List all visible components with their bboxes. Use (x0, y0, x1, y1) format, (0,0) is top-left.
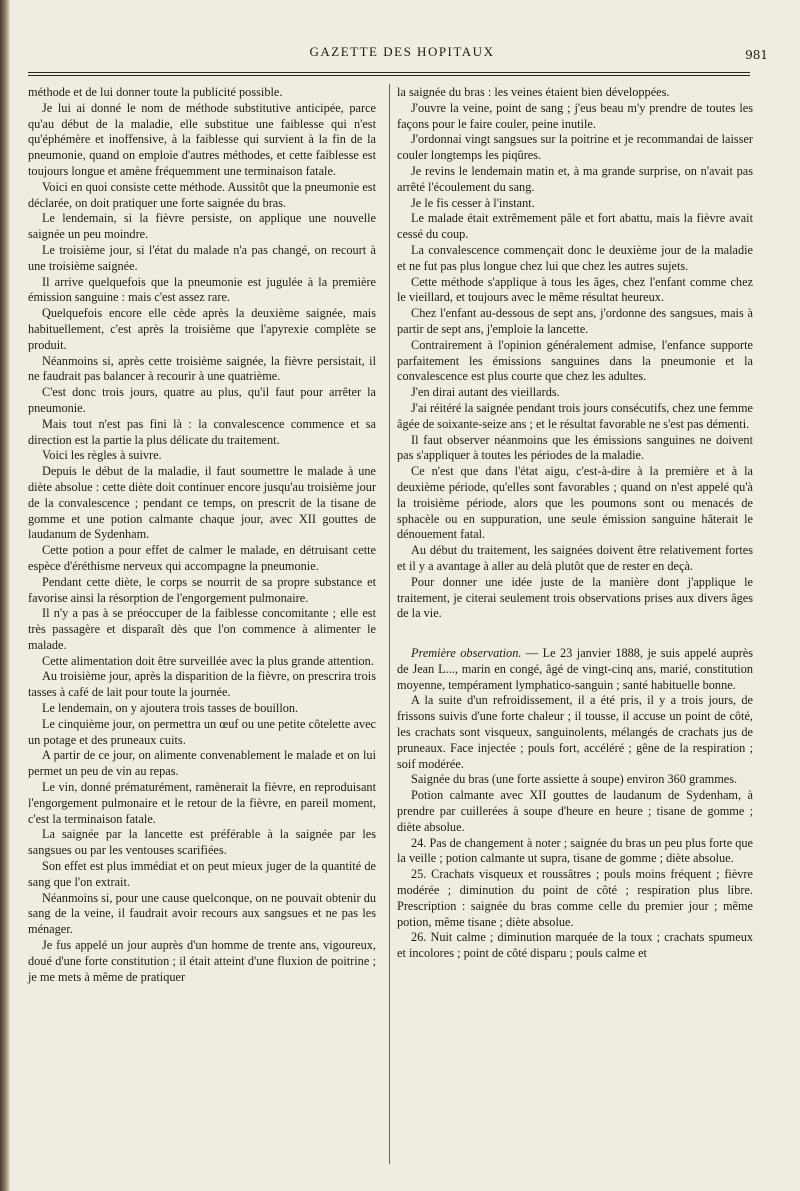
paragraph: Je revins le lendemain matin et, à ma grande surprise, on n'avait pas arrêté l'écoulement du sang. (397, 163, 753, 194)
observation-heading: Première observation. (411, 646, 522, 661)
paragraph: Cette alimentation doit être surveillée avec la plus grande attention. (42, 653, 374, 668)
paragraph: Le cinquième jour, on permettra un œuf ou une petite côtelette avec un potage et des pruneaux cuits. (28, 716, 376, 747)
paragraph: J'ai réitéré la saignée pendant trois jours consécutifs, chez une femme âgée de soixante-seize ans ; et le résultat favorable ne s'est pas démenti. (397, 400, 753, 431)
paragraph: C'est donc trois jours, quatre au plus, qu'il faut pour arrêter la pneumonie. (28, 385, 376, 415)
column-divider (389, 84, 390, 1164)
paragraph: Il faut observer néanmoins que les émissions sanguines ne doivent pas s'appliquer à toutes les périodes de la maladie. (397, 432, 753, 463)
paragraph: Pendant cette diète, le corps se nourrit de sa propre substance et favorise ainsi la résorption de l'engorgement pulmonaire. (28, 574, 376, 605)
paragraph: 26. Nuit calme ; diminution marquée de la toux ; crachats spumeux et incolores ; point de côté disparu ; pouls calme et (397, 930, 753, 961)
paragraph: Néanmoins si, après cette troisième saignée, la fièvre persistait, il ne faudrait pas balancer à recourir à une quatrième. (28, 353, 376, 384)
paragraph: Voici les règles à suivre. (42, 448, 162, 463)
paragraph: Au troisième jour, après la disparition de la fièvre, on prescrira trois tasses à café de lait pour toute la journée. (28, 669, 376, 700)
header-rule (28, 72, 750, 73)
paragraph: Il n'y a pas à se préoccuper de la faiblesse concomitante ; elle est très passagère et disparaît dès que l'on commence à alimenter le malade. (28, 606, 376, 652)
paragraph: Le lendemain, on y ajoutera trois tasses de bouillon. (42, 701, 299, 716)
running-title: GAZETTE DES HOPITAUX (309, 44, 495, 59)
paragraph: Quelquefois encore elle cède après la deuxième saignée, mais habituellement, c'est après la troisième que l'apyrexie complète se produit. (28, 306, 376, 352)
paragraph: Cette potion a pour effet de calmer le malade, en détruisant cette espèce d'éréthisme nerveux qui accompagne la pneumonie. (28, 543, 376, 573)
right-column (397, 85, 753, 962)
paragraph: Ce n'est que dans l'état aigu, c'est-à-dire à la première et à la deuxième période, qu'elles sont favorables ; quand on n'est appelé qu'à la troisième période, alors que les poumons sont ou menacés de sphacèle ou en suppuration, une seule émission sanguine hâterait le dénouement fatal. (397, 464, 753, 542)
paragraph: la saignée du bras : les veines étaient bien développées. (397, 85, 670, 99)
paragraph: La convalescence commençait donc le deuxième jour de la maladie et ne fut pas plus longue chez lui que chez les autres sujets. (397, 242, 753, 273)
page-header (28, 44, 776, 66)
header-rule-double (28, 75, 750, 76)
paragraph: J'ordonnai vingt sangsues sur la poitrine et je recommandai de laisser couler longtemps les piqûres. (397, 132, 753, 163)
paragraph: Le lendemain, si la fièvre persiste, on applique une nouvelle saignée un peu moindre. (28, 211, 376, 242)
paragraph: Le vin, donné prématurément, ramènerait la fièvre, en reproduisant l'engorgement pulmonaire et le retour de la fièvre, en pareil moment, c'est la terminaison fatale. (28, 780, 376, 826)
paragraph: Mais tout n'est pas fini là : la convalescence commence et sa direction est la partie la plus délicate du traitement. (28, 416, 376, 447)
paragraph: Saignée du bras (une forte assiette à soupe) environ 360 grammes. (411, 772, 738, 787)
paragraph: Néanmoins si, pour une cause quelconque, on ne pouvait obtenir du sang de la veine, il faudrait avoir recours aux sangsues et ne pas les ménager. (28, 890, 376, 937)
paragraph: méthode et de lui donner toute la publicité possible. (28, 85, 283, 99)
paragraph: 25. Crachats visqueux et roussâtres ; pouls moins fréquent ; fièvre modérée ; diminution du point de côté ; respiration plus libre. Prescription : saignée du bras comme celle du premier jour ; même potion, même tisane ; diète absolue. (397, 867, 753, 929)
paragraph: Chez l'enfant au-dessous de sept ans, j'ordonne des sangsues, mais à partir de sept ans, j'emploie la lancette. (397, 306, 753, 336)
paragraph: Il arrive quelquefois que la pneumonie est jugulée à la première émission sanguine : mais c'est assez rare. (28, 274, 376, 305)
paragraph: J'ouvre la veine, point de sang ; j'eus beau m'y prendre de toutes les façons pour le faire couler, peine inutile. (397, 100, 753, 131)
paragraph: Je lui ai donné le nom de méthode substitutive anticipée, parce qu'au début de la maladie, elle substitue une faiblesse qui n'est qu'éphémère et inoffensive, à la faiblesse qui survient à la fin de la pneumonie, quand on emploie d'autres méthodes, et cette faiblesse est toujours longue et amène fréquemment une terminaison fatale. (28, 100, 376, 178)
page-number: 981 (745, 48, 768, 62)
paragraph: Voici en quoi consiste cette méthode. Aussitôt que la pneumonie est déclarée, on doit pratiquer une forte saignée du bras. (28, 179, 376, 210)
paragraph: Le malade était extrêmement pâle et fort abattu, mais la fièvre avait cessé du coup. (397, 211, 753, 242)
paragraph: Depuis le début de la maladie, il faut soumettre le malade à une diète absolue : cette diète doit continuer encore jusqu'au troisième jour de la convalescence ; pendant ce temps, on prescrit de la tisane de gomme et une potion calmante chaque jour, avec XII gouttes de laudanum de Sydenham. (28, 464, 376, 542)
paragraph: Je le fis cesser à l'instant. (411, 195, 535, 210)
observation-text: — Le 23 janvier 1888, je suis appelé auprès de Jean L..., marin en congé, âgé de vingt-cinq ans, marié, constitution moyenne, tempérament lymphatico-sanguin ; santé habituelle bonne. (397, 646, 753, 692)
paragraph: A la suite d'un refroidissement, il a été pris, il y a trois jours, de frissons suivis d'une forte chaleur ; il tousse, il accuse un point de côté, les crachats sont visqueux, sanguinolents, mélangés de crachats jus de pruneaux. Face injectée ; pouls fort, accéléré ; gêne de la respiration ; soif modérée. (397, 693, 753, 771)
paragraph: Pour donner une idée juste de la manière dont j'applique le traitement, je citerai seulement trois observations prises aux divers âges de la vie. (397, 574, 753, 621)
paragraph: Au début du traitement, les saignées doivent être relativement fortes et il y a avantage à aller au delà plutôt que de rester en deçà. (397, 543, 753, 573)
paragraph: Je fus appelé un jour auprès d'un homme de trente ans, vigoureux, doué d'une forte constitution ; il était atteint d'une fluxion de poitrine ; je me mets à même de pratiquer (28, 938, 376, 984)
observation-first-paragraph (397, 646, 753, 693)
paragraph: Son effet est plus immédiat et on peut mieux juger de la quantité de sang que l'on extrait. (28, 859, 376, 889)
paragraph: Cette méthode s'applique à tous les âges, chez l'enfant comme chez le vieillard, et toujours avec le même résultat heureux. (397, 274, 753, 305)
paragraph: La saignée par la lancette est préférable à la saignée par les sangsues ou par les ventouses scarifiées. (28, 827, 376, 858)
paragraph: Contrairement à l'opinion généralement admise, l'enfance supporte parfaitement les émissions sanguines dans la pneumonie et la convalescence est plus courte que chez les adultes. (397, 337, 753, 384)
left-column (28, 85, 376, 985)
paragraph: J'en dirai autant des vieillards. (411, 385, 560, 400)
paragraph: Potion calmante avec XII gouttes de laudanum de Sydenham, à prendre par cuillerées à soupe d'heure en heure ; tisane de gomme ; diète absolue. (397, 788, 753, 834)
binding-edge (0, 0, 10, 1191)
paragraph: 24. Pas de changement à noter ; saignée du bras un peu plus forte que la veille ; potion calmante ut supra, tisane de gomme ; diète absolue. (397, 835, 753, 866)
paragraph: Le troisième jour, si l'état du malade n'a pas changé, on recourt à une troisième saignée. (28, 242, 376, 273)
paragraph: A partir de ce jour, on alimente convenablement le malade et on lui permet un peu de vin au repas. (28, 748, 376, 779)
